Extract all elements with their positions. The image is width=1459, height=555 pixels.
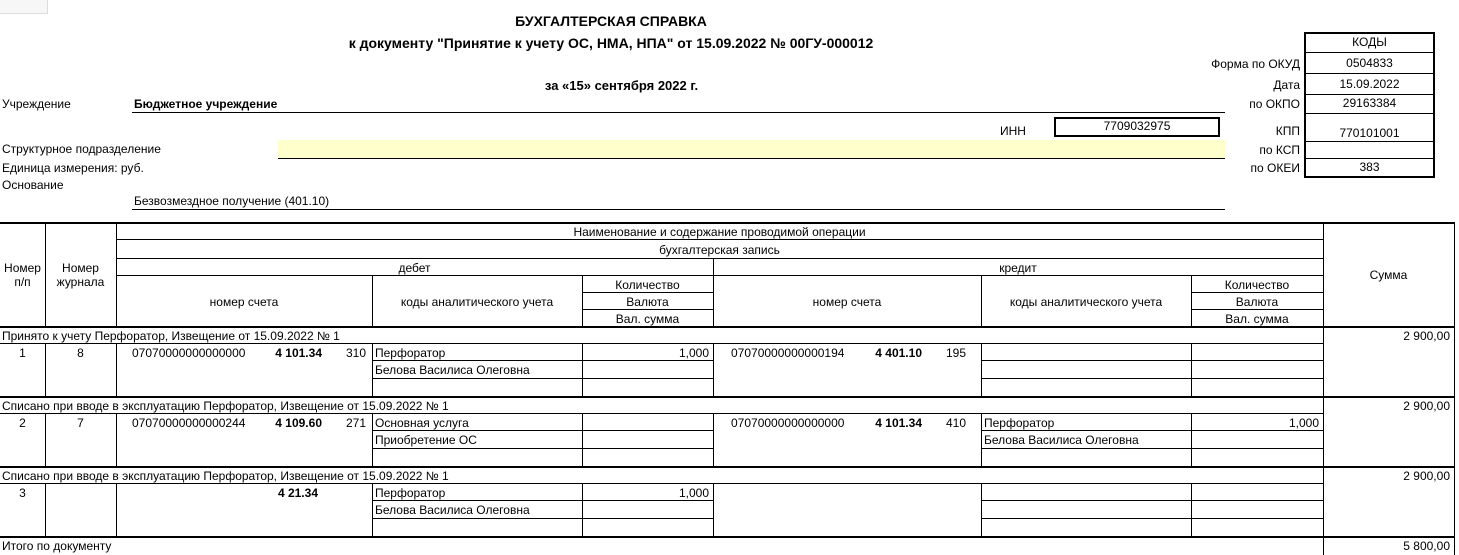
okpo-code: 29163384	[1306, 95, 1433, 114]
debit-kosgu: 4 109.60	[275, 416, 322, 430]
institution-underline	[132, 112, 1225, 113]
row-line	[372, 360, 713, 361]
hdr-line	[582, 309, 713, 310]
debit-kvr: 310	[345, 346, 366, 360]
header-journal-2: журнала	[56, 275, 105, 289]
hdr-line	[582, 292, 713, 293]
debit-analytic-1: Основная услуга	[375, 416, 469, 430]
op-title-line	[0, 343, 1323, 344]
header-operation-name: Наименование и содержание проводимой операции	[573, 225, 866, 239]
operation-title: Списано при вводе в эксплуатацию Перфоратор, Извещение от 15.09.2022 № 1	[2, 469, 449, 483]
col-line	[981, 343, 982, 396]
header-credit-account: номер счета	[812, 295, 882, 309]
header-journal-1: Номер	[62, 261, 99, 275]
debit-qty: 1,000	[678, 486, 709, 500]
document-subtitle: к документу "Принятие к учету ОС, НМА, НПА" от 15.09.2022 № 00ГУ-000012	[348, 35, 874, 51]
basis-underline	[132, 209, 1225, 210]
col-line	[45, 483, 46, 536]
unit-label: Единица измерения: руб.	[2, 161, 144, 175]
header-debit: дебет	[398, 261, 431, 275]
header-debit-cursum: Вал. сумма	[615, 312, 680, 326]
inn-label: ИНН	[1000, 124, 1026, 138]
row-line	[981, 378, 1323, 379]
institution-name: Бюджетное учреждение	[134, 97, 278, 111]
credit-kosgu: 4 101.34	[875, 416, 922, 430]
row-line	[981, 518, 1323, 519]
debit-analytic-1: Перфоратор	[375, 346, 446, 360]
row-line	[981, 430, 1323, 431]
col-line	[582, 413, 583, 466]
col-line	[713, 413, 714, 466]
credit-analytic-2: Белова Василиса Олеговна	[984, 433, 1139, 447]
col-line	[116, 343, 117, 396]
op2-bottom-border	[0, 466, 1455, 468]
col-line	[372, 413, 373, 466]
division-field[interactable]	[278, 140, 1225, 159]
hdr-line	[1191, 309, 1323, 310]
report-date: за «15» сентября 2022 г.	[544, 78, 699, 93]
document-title: БУХГАЛТЕРСКАЯ СПРАВКА	[515, 13, 707, 29]
row-line	[981, 448, 1323, 449]
header-sum: Сумма	[1369, 268, 1408, 282]
ksp-label: по КСП	[1259, 143, 1300, 157]
col-line	[1191, 483, 1192, 536]
row-num: 1	[19, 346, 26, 360]
header-num-1: Номер	[4, 261, 41, 275]
debit-analytic-2: Приобретение ОС	[375, 433, 477, 447]
credit-account: 07070000000000194	[731, 346, 845, 360]
okud-label: Форма по ОКУД	[1211, 57, 1300, 71]
col-line	[981, 413, 982, 466]
operation-sum: 2 900,00	[1403, 329, 1450, 343]
header-entry: бухгалтерская запись	[659, 243, 780, 257]
debit-account: 07070000000000244	[132, 416, 246, 430]
col-line	[372, 343, 373, 396]
debit-qty: 1,000	[678, 346, 709, 360]
debit-kvr: 271	[345, 416, 366, 430]
header-credit: кредит	[999, 261, 1037, 275]
inn-value: 7709032975	[1054, 117, 1220, 137]
okei-code: 383	[1359, 160, 1380, 174]
total-sum: 5 800,00	[1403, 539, 1450, 553]
credit-kosgu: 4 401.10	[875, 346, 922, 360]
debit-kosgu: 4 21.34	[277, 486, 318, 500]
basis-label: Основание	[2, 178, 64, 192]
operation-title: Принято к учету Перфоратор, Извещение от 15.09.2022 № 1	[2, 329, 340, 343]
row-journal: 8	[77, 346, 84, 360]
row-line	[372, 518, 713, 519]
hdr-line	[116, 275, 1323, 276]
operation-sum: 2 900,00	[1403, 469, 1450, 483]
col-line	[1454, 223, 1455, 555]
division-label: Структурное подразделение	[2, 142, 161, 156]
header-credit-analytic: коды аналитического учета	[1009, 295, 1163, 309]
op-title-line	[0, 483, 1323, 484]
okpo-label: по ОКПО	[1249, 97, 1300, 111]
okei-label: по ОКЕИ	[1250, 161, 1300, 175]
credit-account: 07070000000000000	[731, 416, 845, 430]
row-line	[372, 448, 713, 449]
op1-bottom-border	[0, 396, 1455, 398]
date-code: 15.09.2022	[1306, 76, 1433, 95]
header-debit-qty: Количество	[615, 278, 680, 292]
debit-kosgu: 4 101.34	[275, 346, 322, 360]
hdr-line	[116, 239, 1323, 240]
header-credit-currency: Валюта	[1235, 295, 1279, 309]
credit-analytic-1: Перфоратор	[984, 416, 1055, 430]
row-line	[372, 500, 713, 501]
okud-code: 0504833	[1306, 55, 1433, 74]
row-line	[372, 378, 713, 379]
header-debit-analytic: коды аналитического учета	[400, 295, 554, 309]
row-line	[372, 430, 713, 431]
corner-tab	[0, 0, 48, 14]
row-line	[981, 500, 1323, 501]
credit-kvr: 195	[945, 346, 966, 360]
header-credit-qty: Количество	[1224, 278, 1290, 292]
op3-bottom-border	[0, 536, 1455, 538]
operation-title: Списано при вводе в эксплуатацию Перфоратор, Извещение от 15.09.2022 № 1	[2, 399, 449, 413]
operation-sum: 2 900,00	[1403, 399, 1450, 413]
row-journal: 7	[77, 416, 84, 430]
col-line	[116, 413, 117, 466]
kpp-label: КПП	[1275, 124, 1300, 138]
col-line	[713, 483, 714, 536]
col-line	[1191, 343, 1192, 396]
codes-box	[1304, 32, 1435, 178]
col-line	[116, 483, 117, 536]
basis-value: Безвозмездное получение (401.10)	[134, 194, 330, 208]
table-top-border	[0, 222, 1455, 224]
debit-account: 07070000000000000	[132, 346, 246, 360]
hdr-line	[1191, 292, 1323, 293]
hdr-line	[116, 258, 1323, 259]
header-num-2: п/п	[14, 275, 31, 289]
total-label: Итого по документу	[2, 539, 112, 553]
date-label: Дата	[1273, 78, 1300, 92]
col-line	[981, 483, 982, 536]
codes-header: КОДЫ	[1306, 34, 1433, 53]
col-line	[713, 343, 714, 396]
credit-qty: 1,000	[1288, 416, 1319, 430]
header-bottom-border	[0, 326, 1455, 328]
ksp-code	[1306, 142, 1433, 159]
row-line	[981, 360, 1323, 361]
header-debit-account: номер счета	[209, 295, 279, 309]
debit-analytic-2: Белова Василиса Олеговна	[375, 503, 530, 517]
credit-kvr: 410	[945, 416, 966, 430]
header-debit-currency: Валюта	[626, 295, 669, 309]
col-line	[372, 483, 373, 536]
debit-analytic-2: Белова Василиса Олеговна	[375, 363, 530, 377]
institution-label: Учреждение	[2, 97, 71, 111]
header-credit-cursum: Вал. сумма	[1225, 312, 1289, 326]
row-num: 2	[19, 416, 26, 430]
kpp-code: 770101001	[1306, 114, 1433, 142]
op-title-line	[0, 413, 1323, 414]
row-num: 3	[19, 486, 26, 500]
debit-analytic-1: Перфоратор	[375, 486, 446, 500]
